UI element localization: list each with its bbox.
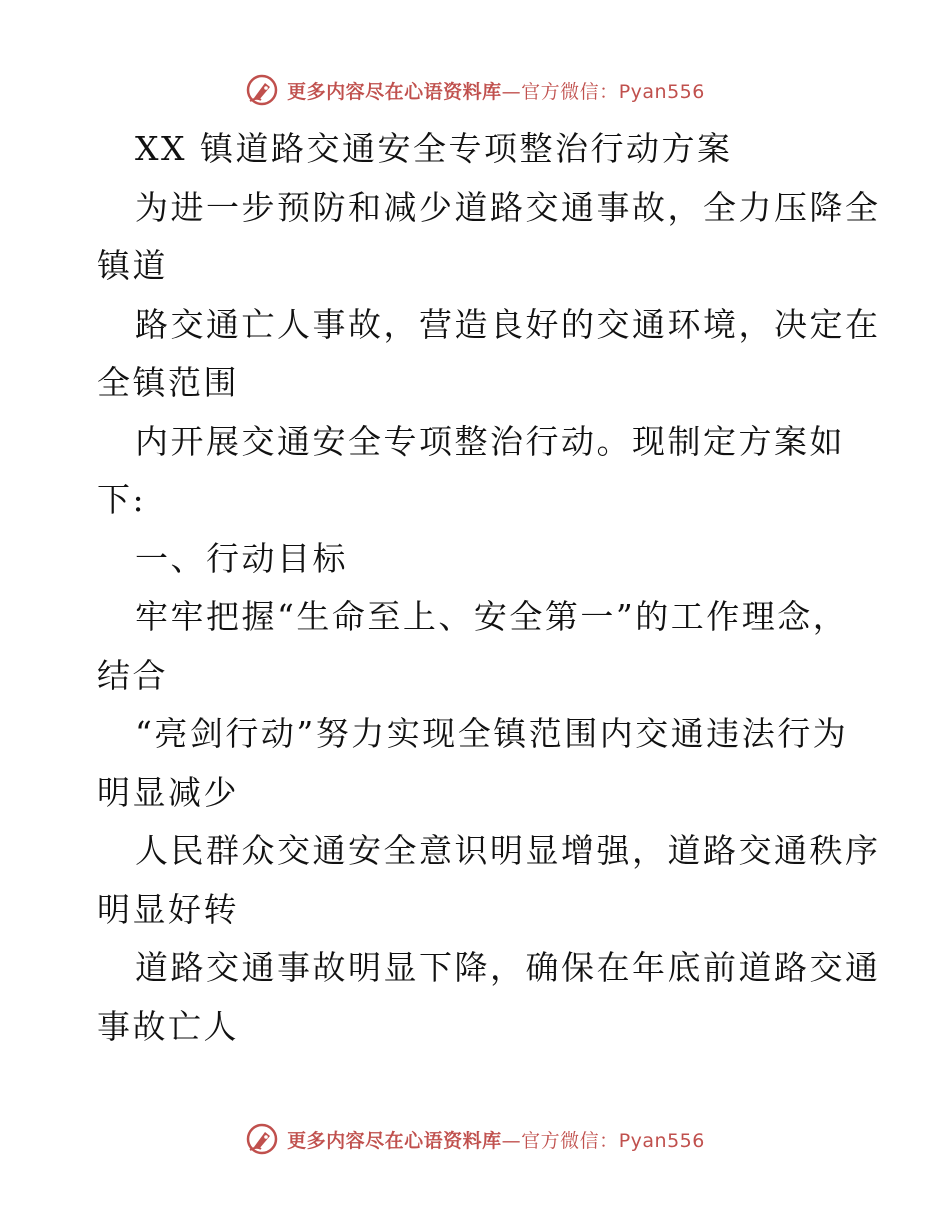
doc-line: 路交通亡人事故，营造良好的交通环境，决定在: [135, 304, 881, 344]
doc-line: 全镇范围: [97, 363, 239, 402]
doc-line: 牢牢把握“生命至上、安全第一”的工作理念，: [135, 597, 849, 636]
footer-banner: [0, 1117, 950, 1161]
doc-line: 明显好转: [97, 889, 239, 929]
doc-line: 镇道: [97, 246, 168, 285]
pen-nib-seal-icon: [245, 1122, 279, 1156]
doc-line: 人民群众交通安全意识明显增强，道路交通秩序: [135, 831, 881, 870]
header-banner: [0, 68, 950, 112]
banner-text: [287, 77, 705, 104]
banner-contact-label: 官方微信：: [521, 80, 619, 103]
section-heading: 一、行动目标: [135, 538, 348, 578]
doc-line: 结合: [97, 655, 168, 695]
doc-line: “亮剑行动”努力实现全镇范围内交通违法行为: [135, 714, 849, 753]
doc-line: 道路交通事故明显下降，确保在年底前道路交通: [135, 948, 881, 987]
banner-contact-label: 官方微信：: [521, 1129, 619, 1152]
doc-line: 下:: [97, 480, 147, 519]
document-body: [97, 120, 881, 1056]
banner-brand: 更多内容尽在心语资料库: [287, 1129, 502, 1152]
doc-line: 为进一步预防和减少道路交通事故，全力压降全: [135, 187, 881, 227]
banner-contact-id: Pyan556: [618, 1129, 705, 1152]
doc-title: XX 镇道路交通安全专项整治行动方案: [135, 129, 733, 168]
doc-line: 明显减少: [97, 772, 239, 812]
doc-line: 事故亡人: [97, 1006, 239, 1046]
banner-text: [287, 1126, 705, 1153]
pen-nib-seal-icon: [245, 73, 279, 107]
doc-line: 内开展交通安全专项整治行动。现制定方案如: [135, 421, 845, 461]
banner-dash: —: [501, 1129, 522, 1152]
banner-contact-id: Pyan556: [618, 80, 705, 103]
banner-dash: —: [501, 80, 522, 103]
banner-brand: 更多内容尽在心语资料库: [287, 80, 502, 103]
